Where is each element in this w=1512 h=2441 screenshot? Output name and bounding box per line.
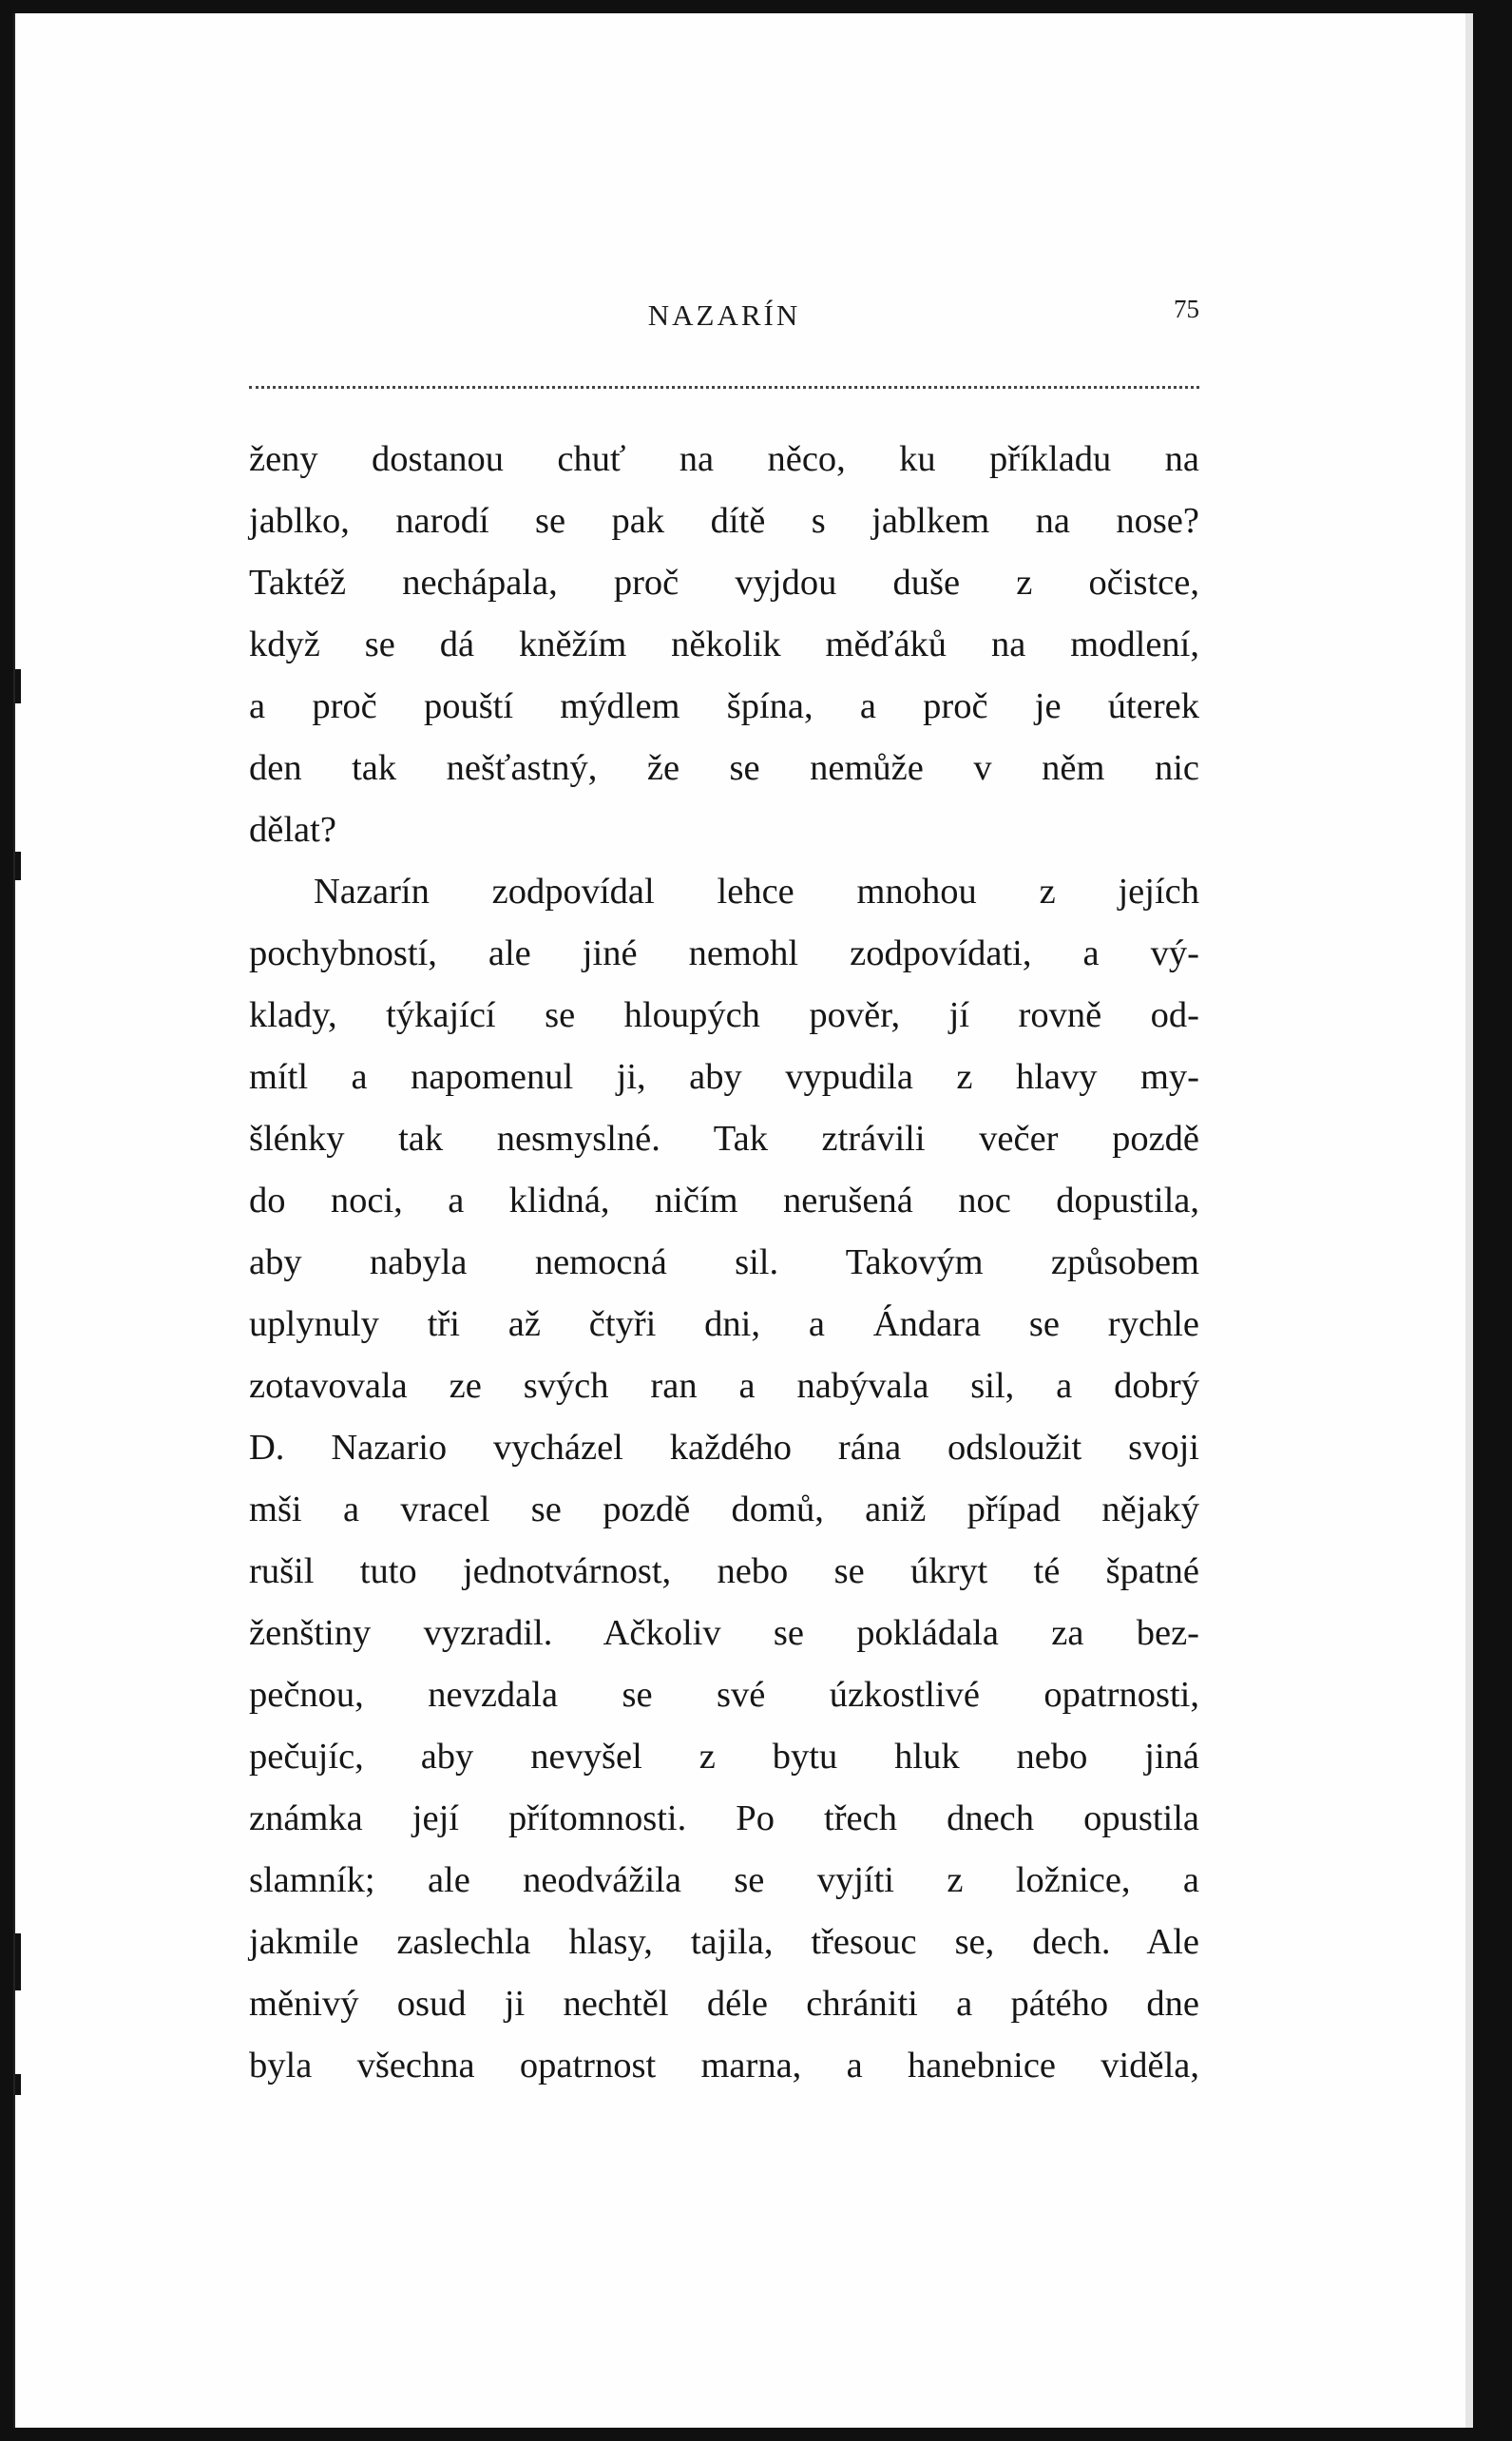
gutter-edge — [13, 13, 15, 2428]
text-line: do noci, a klidná, ničím nerušená noc dopustila, — [249, 1181, 1199, 1220]
text-line: známka její přítomnosti. Po třech dnech opustila — [249, 1798, 1199, 1838]
text-line: aby nabyla nemocná sil. Takovým způsobem — [249, 1242, 1199, 1282]
header-rule — [249, 386, 1199, 389]
body-text — [249, 429, 1199, 2097]
book-page — [13, 13, 1473, 2428]
text-line: ženy dostanou chuť na něco, ku příkladu na — [249, 439, 1199, 479]
text-line: a proč pouští mýdlem špína, a proč je úterek — [249, 686, 1199, 726]
text-line: byla všechna opatrnost marna, a hanebnice viděla, — [249, 2046, 1199, 2085]
gutter-mark — [15, 2074, 21, 2095]
text-line: mítl a napomenul ji, aby vypudila z hlavy my- — [249, 1057, 1199, 1097]
text-line: pochybností, ale jiné nemohl zodpovídati, a vý- — [249, 933, 1199, 973]
text-line: zotavovala ze svých ran a nabývala sil, a dobrý — [249, 1366, 1199, 1406]
text-line: uplynuly tři až čtyři dni, a Ándara se rychle — [249, 1304, 1199, 1344]
text-line: dělat? — [249, 810, 336, 850]
running-title: NAZARÍN — [647, 298, 801, 332]
text-line: Nazarín zodpovídal lehce mnohou z jejích — [314, 872, 1199, 912]
text-line: jablko, narodí se pak dítě s jablkem na nose? — [249, 501, 1199, 541]
gutter-mark — [15, 1933, 21, 1990]
text-line: ženštiny vyzradil. Ačkoliv se pokládala za bez- — [249, 1613, 1199, 1653]
page-header — [249, 295, 1199, 346]
text-line: jakmile zaslechla hlasy, tajila, třesouc se, dech. Ale — [249, 1922, 1199, 1962]
gutter-mark — [15, 852, 21, 880]
text-line: Taktéž nechápala, proč vyjdou duše z očistce, — [249, 563, 1199, 603]
text-line: slamník; ale neodvážila se vyjíti z ložnice, a — [249, 1860, 1199, 1900]
text-line: pečujíc, aby nevyšel z bytu hluk nebo jiná — [249, 1737, 1199, 1777]
text-line: měnivý osud ji nechtěl déle chrániti a pátého dne — [249, 1984, 1199, 2024]
text-line: den tak nešťastný, že se nemůže v něm nic — [249, 748, 1199, 788]
text-line: mši a vracel se pozdě domů, aniž případ nějaký — [249, 1490, 1199, 1529]
gutter-mark — [15, 669, 21, 703]
text-line: pečnou, nevzdala se své úzkostlivé opatrnosti, — [249, 1675, 1199, 1715]
text-line: klady, týkající se hloupých pověr, jí rovně od- — [249, 995, 1199, 1035]
text-line: když se dá kněžím několik měďáků na modlení, — [249, 625, 1199, 664]
page-edge — [1465, 13, 1473, 2428]
text-line: šlénky tak nesmyslné. Tak ztrávili večer pozdě — [249, 1119, 1199, 1159]
page-number: 75 — [1174, 295, 1199, 323]
text-line: D. Nazario vycházel každého rána odsloužit svoji — [249, 1428, 1199, 1468]
text-line: rušil tuto jednotvárnost, nebo se úkryt té špatné — [249, 1551, 1199, 1591]
